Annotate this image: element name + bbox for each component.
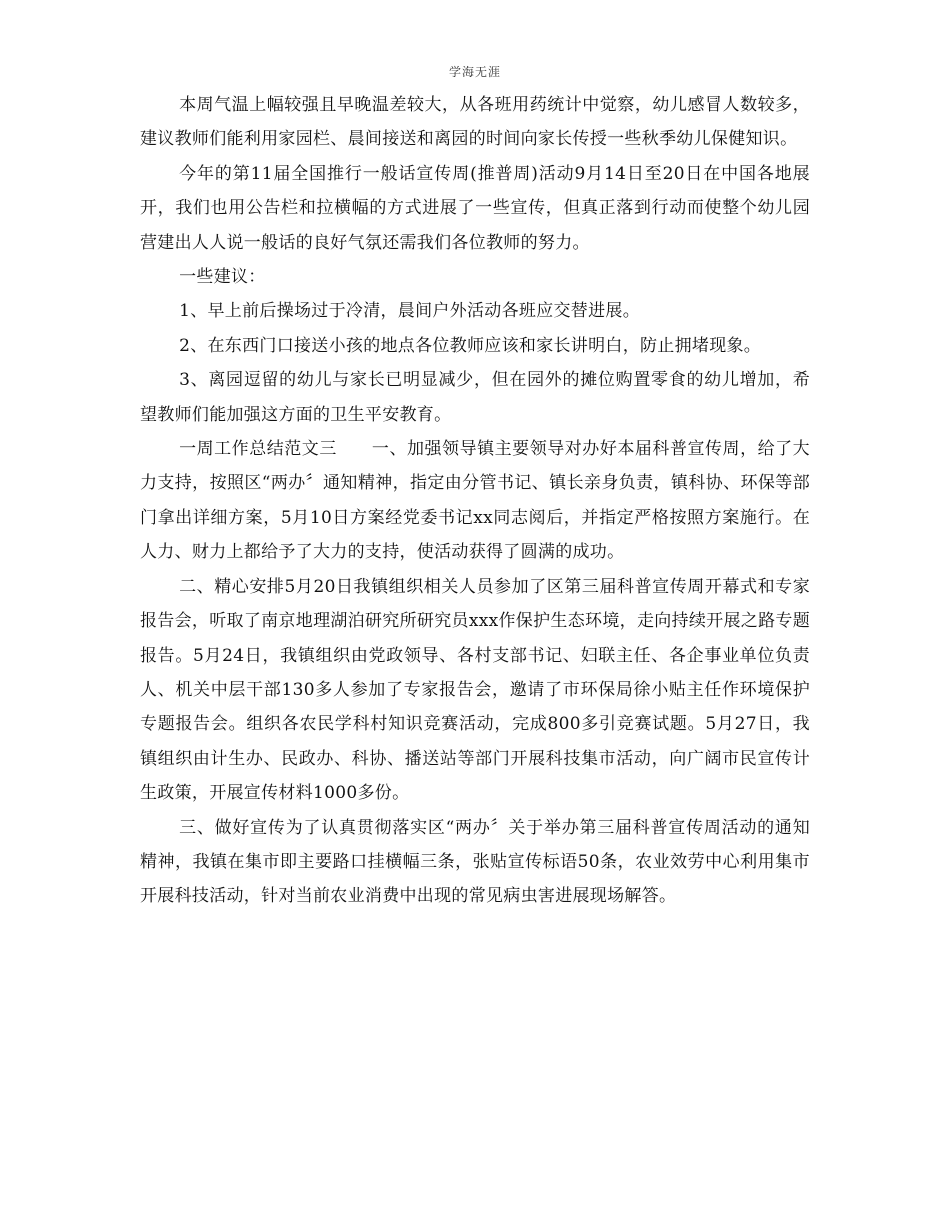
paragraph-publicity: 三、做好宣传为了认真贯彻落实区“两办〞关于举办第三届科普宣传周活动的通知精神，我镇在集市即主要路口挂横幅三条，张贴宣传标语50条，农业效劳中心利用集市开展科技活动，针对当前农业消费中出现的常见病虫害进展现场解答。: [140, 817, 810, 907]
paragraph-mandarin-week: 今年的第11届全国推行一般话宣传周(推普周)活动9月14日至20日在中国各地展开，我们也用公告栏和拉横幅的方式进展了一些宣传，但真正落到行动而使整个幼儿园营建出人人说一般话的良好气氛还需我们各位教师的努力。: [140, 163, 810, 253]
page-header: 学海无涯: [448, 65, 501, 79]
paragraph-suggestion-3: 3、离园逗留的幼儿与家长已明显减少，但在园外的摊位购置零食的幼儿增加，希望教师们能加强这方面的卫生平安教育。: [140, 370, 810, 425]
paragraph-suggestion-1: 1、早上前后操场过于冷清，晨间户外活动各班应交替进展。: [179, 301, 641, 322]
paragraph-summary-three-leadership: 一周工作总结范文三 一、加强领导镇主要领导对办好本届科普宣传周，给了大力支持，按照区“两办〞通知精神，指定由分管书记、镇长亲身负责，镇科协、环保等部门拿出详细方案，5月10日方案经党委书记xx同志阅后，并指定严格按照方案施行。在人力、财力上都给予了大力的支持，使活动获得了圆满的成功。: [140, 439, 810, 563]
paragraph-health-advice: 本周气温上幅较强且早晚温差较大，从各班用药统计中觉察，幼儿感冒人数较多，建议教师们能利用家园栏、晨间接送和离园的时间向家长传授一些秋季幼儿保健知识。: [140, 95, 810, 150]
paragraph-suggestions-heading: 一些建议：: [179, 267, 266, 288]
document-body: [140, 88, 810, 914]
paragraph-suggestion-2: 2、在东西门口接送小孩的地点各位教师应该和家长讲明白，防止拥堵现象。: [179, 335, 762, 356]
paragraph-careful-arrangement: 二、精心安排5月20日我镇组织相关人员参加了区第三届科普宣传周开幕式和专家报告会，听取了南京地理湖泊研究所研究员xxx作保护生态环境，走向持续开展之路专题报告。5月24日，我镇组织由党政领导、各村支部书记、妇联主任、各企事业单位负责人、机关中层干部130多人参加了专家报告会，邀请了市环保局徐小贴主任作环境保护专题报告会。组织各农民学科村知识竞赛活动，完成800多引竞赛试题。5月27日，我镇组织由计生办、民政办、科协、播送站等部门开展科技集市活动，向广阔市民宣传计生政策，开展宣传材料1000多份。: [140, 576, 810, 804]
